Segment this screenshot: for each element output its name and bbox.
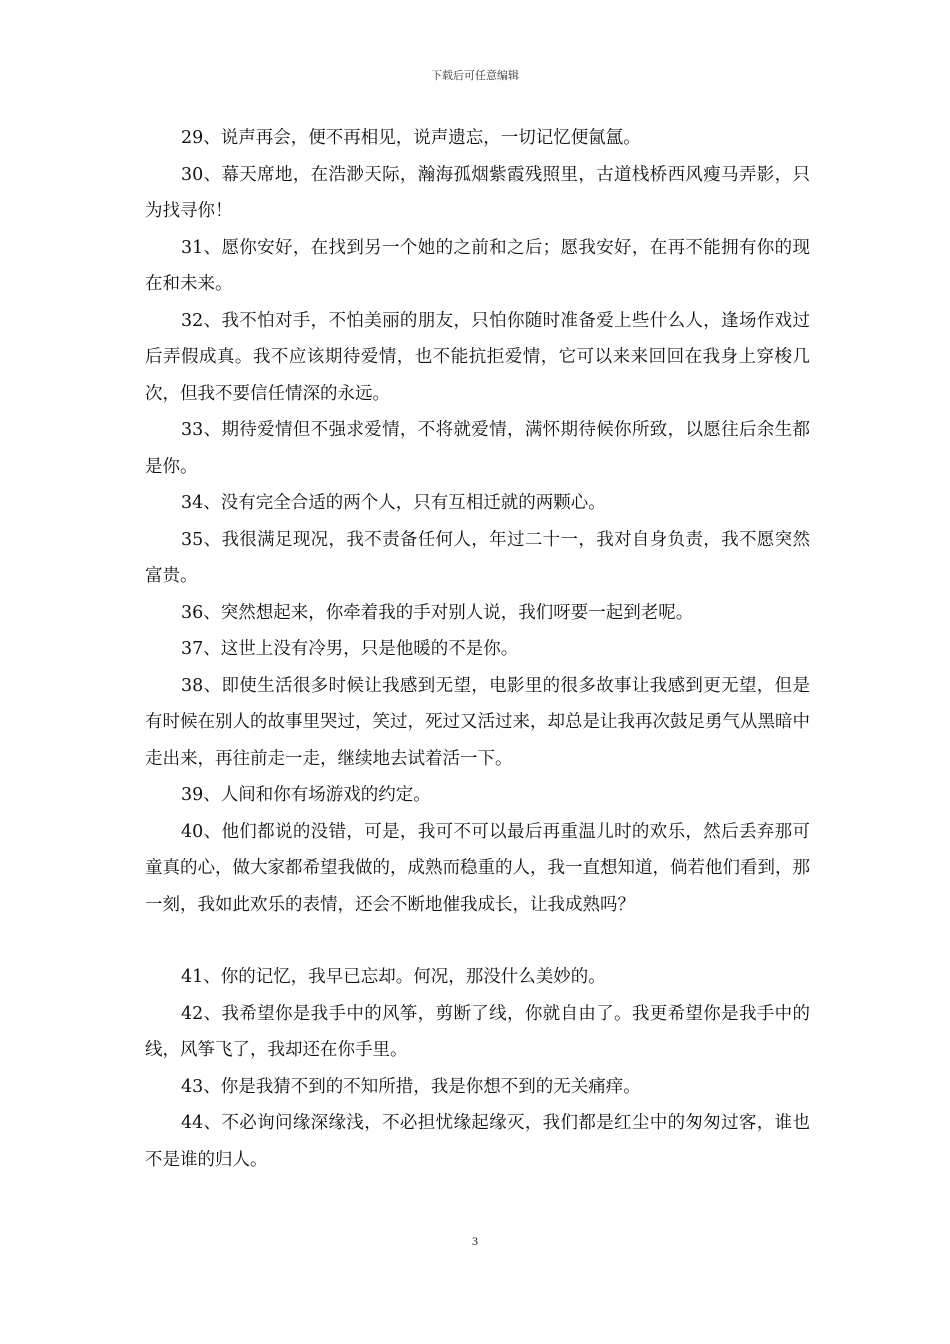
page-number: 3 xyxy=(472,1234,478,1248)
paragraph: 42、我希望你是我手中的风筝，剪断了线，你就自由了。我更希望你是我手中的线，风筝飞了，我却还在你手里。 xyxy=(145,1003,810,1060)
paragraph: 39、人间和你有场游戏的约定。 xyxy=(181,785,431,805)
paragraph: 34、没有完全合适的两个人，只有互相迁就的两颗心。 xyxy=(181,493,606,513)
paragraph: 36、突然想起来，你牵着我的手对别人说，我们呀要一起到老呢。 xyxy=(181,602,694,623)
page-header: 下载后可任意编辑 xyxy=(431,69,519,82)
paragraph: 30、幕天席地，在浩渺天际，瀚海孤烟紫霞残照里，古道栈桥西风瘦马弄影，只为找寻你！ xyxy=(145,164,810,221)
paragraph-spacer xyxy=(145,923,810,959)
body-text xyxy=(145,120,810,1178)
paragraph: 43、你是我猜不到的不知所措，我是你想不到的无关痛痒。 xyxy=(181,1076,641,1097)
paragraph: 31、愿你安好，在找到另一个她的之前和之后；愿我安好，在再不能拥有你的现在和未来。 xyxy=(145,237,810,294)
paragraph: 35、我很满足现况，我不责备任何人，年过二十一，我对自身负责，我不愿突然富贵。 xyxy=(145,529,810,586)
paragraph: 44、不必询问缘深缘浅，不必担忧缘起缘灭，我们都是红尘中的匆匆过客，谁也不是谁的归人。 xyxy=(145,1113,810,1170)
paragraph: 41、你的记忆，我早已忘却。何况，那没什么美妙的。 xyxy=(181,967,606,987)
paragraph: 32、我不怕对手，不怕美丽的朋友，只怕你随时准备爱上些什么人，逢场作戏过后弄假成真。我不应该期待爱情，也不能抗拒爱情，它可以来来回回在我身上穿梭几次，但我不要信任情深的永远。 xyxy=(145,310,810,404)
paragraph: 38、即使生活很多时候让我感到无望，电影里的很多故事让我感到更无望，但是有时候在别人的故事里哭过，笑过，死过又活过来，却总是让我再次鼓足勇气从黑暗中走出来，再往前走一走，继续地去试着活一下。 xyxy=(145,675,810,769)
paragraph: 29、说声再会，便不再相见，说声遗忘，一切记忆便氤氲。 xyxy=(181,128,641,148)
paragraph: 40、他们都说的没错，可是，我可不可以最后再重温儿时的欢乐，然后丢弃那可童真的心，做大家都希望我做的，成熟而稳重的人，我一直想知道，倘若他们看到，那一刻，我如此欢乐的表情，还会不断地催我成长，让我成熟吗？ xyxy=(145,821,810,915)
paragraph: 37、这世上没有冷男，只是他暖的不是你。 xyxy=(181,639,519,659)
paragraph: 33、期待爱情但不强求爱情，不将就爱情，满怀期待候你所致，以愿往后余生都是你。 xyxy=(145,420,810,477)
